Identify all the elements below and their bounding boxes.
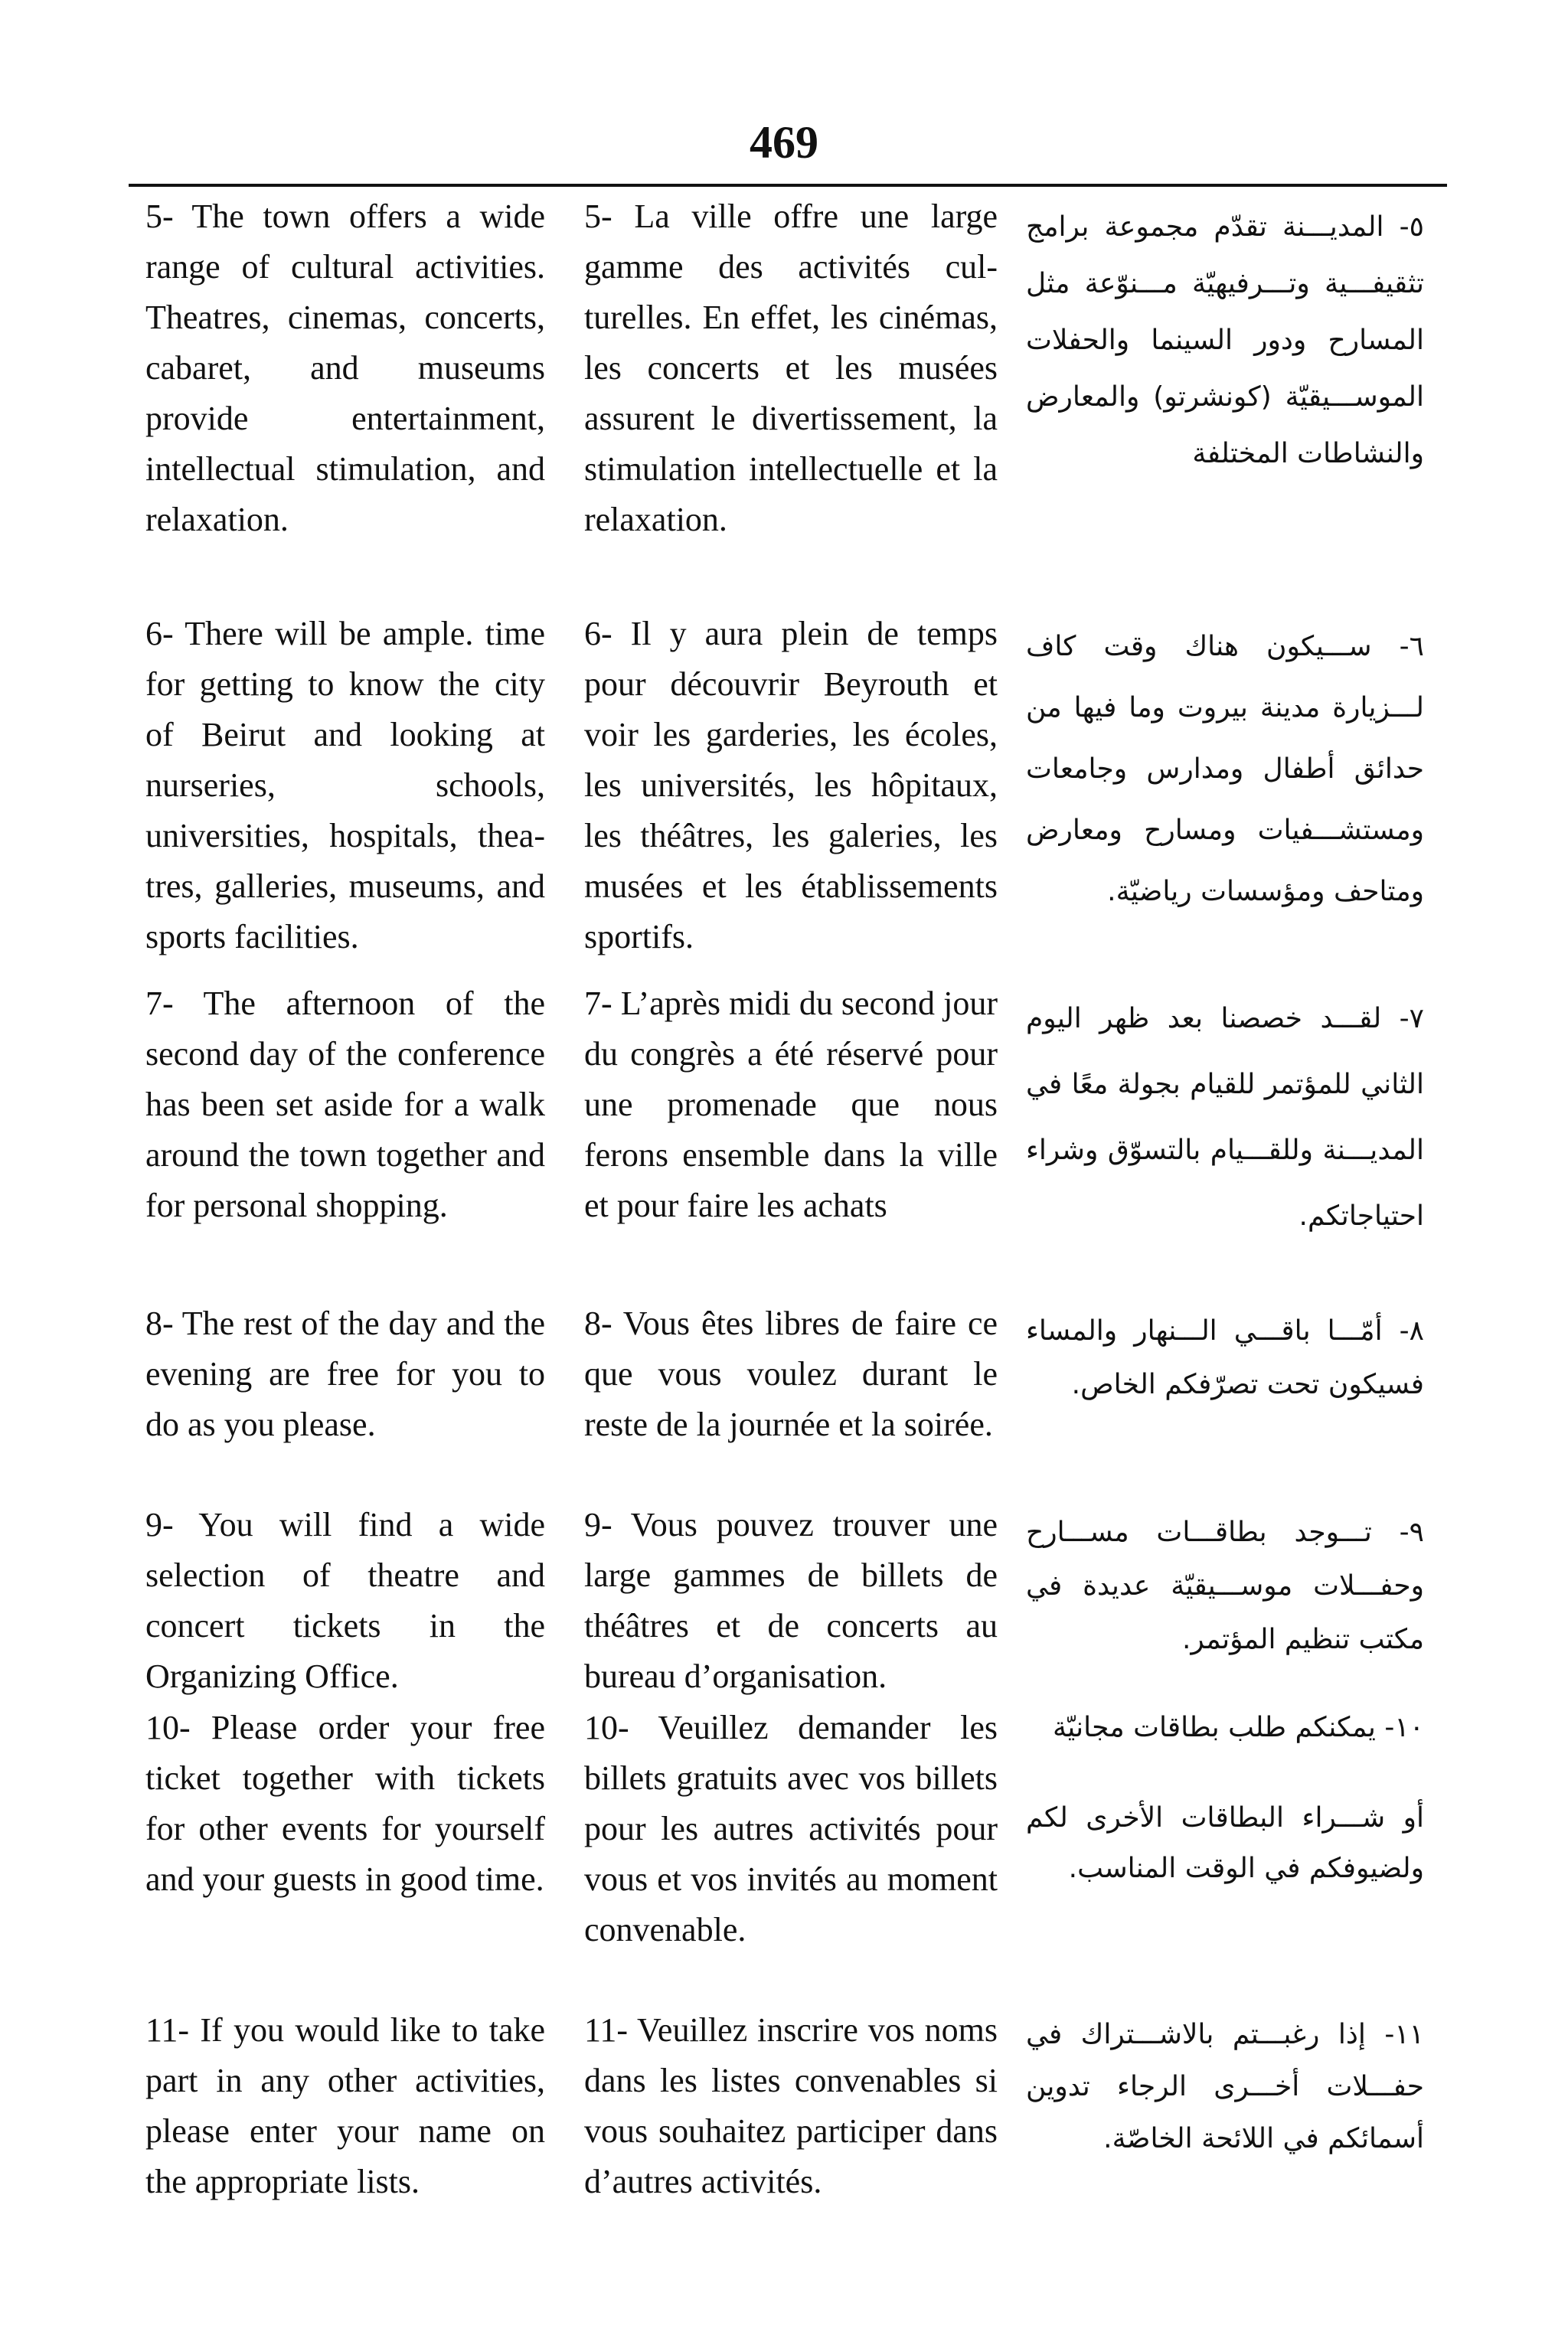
english-text: 11- If you would like to take part in any other activities, please enter your name on the appropriate lists. — [145, 2011, 545, 2200]
arabic-line: ولضيوفكم في الوقت المناسب. — [1068, 1853, 1424, 1884]
english-text: 5- The town offers a wide range of cultural activities. Theatres, cinemas, concerts, cabaret, and museums provide entertainment, intellectual stimulation, and relaxation. — [145, 198, 545, 538]
arabic-text — [1026, 199, 1424, 482]
arabic-line: الثاني للمؤتمر للقيام بجولة معًا في — [1026, 1069, 1424, 1100]
arabic-line: ١١- إذا رغبـــتم بالاشـــتراك في — [1026, 2019, 1424, 2050]
arabic-line: فسيكون تحت تصرّفكم الخاص. — [1071, 1369, 1424, 1400]
arabic-line: المسارح ودور السينما والحفلات — [1026, 325, 1424, 356]
arabic-line: ٦- ســـيكون هناك وقت كاف — [1026, 631, 1424, 662]
arabic-line: الموســـيقيّة (كونشرتو) والمعارض — [1026, 381, 1424, 413]
arabic-line: أو شـــراء البطاقات الأخرى لكم — [1026, 1802, 1424, 1834]
arabic-line: ٥- المديـــنة تقدّم مجموعة برامج — [1026, 211, 1424, 243]
french-text: 11- Veuillez inscrire vos noms dans les listes convenables si vous souhaitez participer dans d’autres activités. — [584, 2011, 998, 2200]
french-text: 6- Il y aura plein de temps pour découvrir Beyrouth et voir les garderies, les écoles, les universités, les hôpitaux, les théâtres, les galeries, les musées et les établissements sportifs. — [584, 615, 998, 955]
arabic-line — [1026, 1753, 1424, 1793]
arabic-line: مكتب تنظيم المؤتمر. — [1181, 1624, 1424, 1655]
entry-5 — [0, 191, 1568, 609]
arabic-line: وحفـــلات موســـيقيّة عديدة في — [1026, 1570, 1424, 1602]
arabic-line: ٧- لقـــد خصصنا بعد ظهر اليوم — [1026, 1003, 1424, 1034]
arabic-text — [1026, 1506, 1424, 1667]
arabic-line: ٩- تـــوجد بطاقـــات مســـارح — [1026, 1517, 1424, 1548]
arabic-line: ١٠- يمكنكم طلب بطاقات مجانيّة — [1052, 1712, 1424, 1743]
french-text: 8- Vous êtes libres de faire ce que vous voulez durant le reste de la journée et la soirée. — [584, 1305, 998, 1443]
arabic-line: ومستشـــفيات ومسارح ومعارض — [1026, 815, 1424, 846]
entry-11 — [0, 2005, 1568, 2265]
arabic-text — [1026, 1305, 1424, 1412]
arabic-line: حدائق أطفال ومدارس وجامعات — [1026, 753, 1424, 785]
arabic-line: احتياجاتكم. — [1298, 1200, 1424, 1232]
arabic-text — [1026, 616, 1424, 923]
arabic-line: تثقيفـــية وتـــرفيهيّة مـــنوّعة مثل — [1026, 268, 1424, 299]
arabic-line: لـــزيارة مدينة بيروت وما فيها من — [1026, 692, 1424, 723]
entry-6 — [0, 609, 1568, 978]
english-text: 9- You will find a wide selection of theatre and concert tickets in the Organizing Office. — [145, 1506, 545, 1695]
page-number: 469 — [750, 117, 818, 168]
arabic-line: حفـــلات أخـــرى الرجاء تدوين — [1026, 2071, 1424, 2102]
arabic-line: ٨- أمّـــا باقـــي الـــنهار والمساء — [1026, 1315, 1424, 1347]
french-text: 7- L’après midi du second jour du congrès a été réservé pour une promenade que nous ferons ensemble dans la ville et pour faire les achats — [584, 985, 998, 1224]
arabic-line: المديـــنة وللقـــيام بالتسوّق وشراء — [1026, 1135, 1424, 1166]
arabic-line: ومتاحف ومؤسسات رياضيّة. — [1107, 876, 1424, 907]
french-text: 10- Veuillez demander les billets gratuits avec vos billets pour les autres activités pour vous et vos invités au moment convenable. — [584, 1709, 998, 1948]
french-text: 9- Vous pouvez trouver une large gammes de billets de théâtres et de concerts au bureau d’organisation. — [584, 1506, 998, 1695]
arabic-line: أسمائكم في اللائحة الخاصّة. — [1103, 2123, 1424, 2154]
english-text: 8- The rest of the day and the evening are free for you to do as you please. — [145, 1305, 545, 1443]
entry-10 — [0, 1703, 1568, 2005]
english-text: 6- There will be ample. time for getting to know the city of Beirut and looking at nurseries, schools, universities, hospitals, theatres, galleries, museums, and sports facilities. — [145, 615, 545, 955]
arabic-line: والنشاطات المختلفة — [1192, 438, 1424, 469]
english-text: 7- The afternoon of the second day of the conference has been set aside for a walk around the town together and for personal shopping. — [145, 985, 545, 1224]
arabic-text — [1026, 1703, 1424, 1894]
entry-8 — [0, 1298, 1568, 1500]
entry-7 — [0, 978, 1568, 1298]
entry-9 — [0, 1500, 1568, 1703]
entries-list — [0, 191, 1568, 2265]
arabic-text — [1026, 2009, 1424, 2165]
header-rule — [129, 184, 1447, 187]
english-text: 10- Please order your free ticket together with tickets for other events for yourself and your guests in good time. — [145, 1709, 545, 1898]
arabic-text — [1026, 986, 1424, 1249]
french-text: 5- La ville offre une large gamme des activités culturelles. En effet, les cinémas, les concerts et les musées assurent le divertissement, la stimulation intellectuelle et la relaxation. — [584, 198, 998, 538]
